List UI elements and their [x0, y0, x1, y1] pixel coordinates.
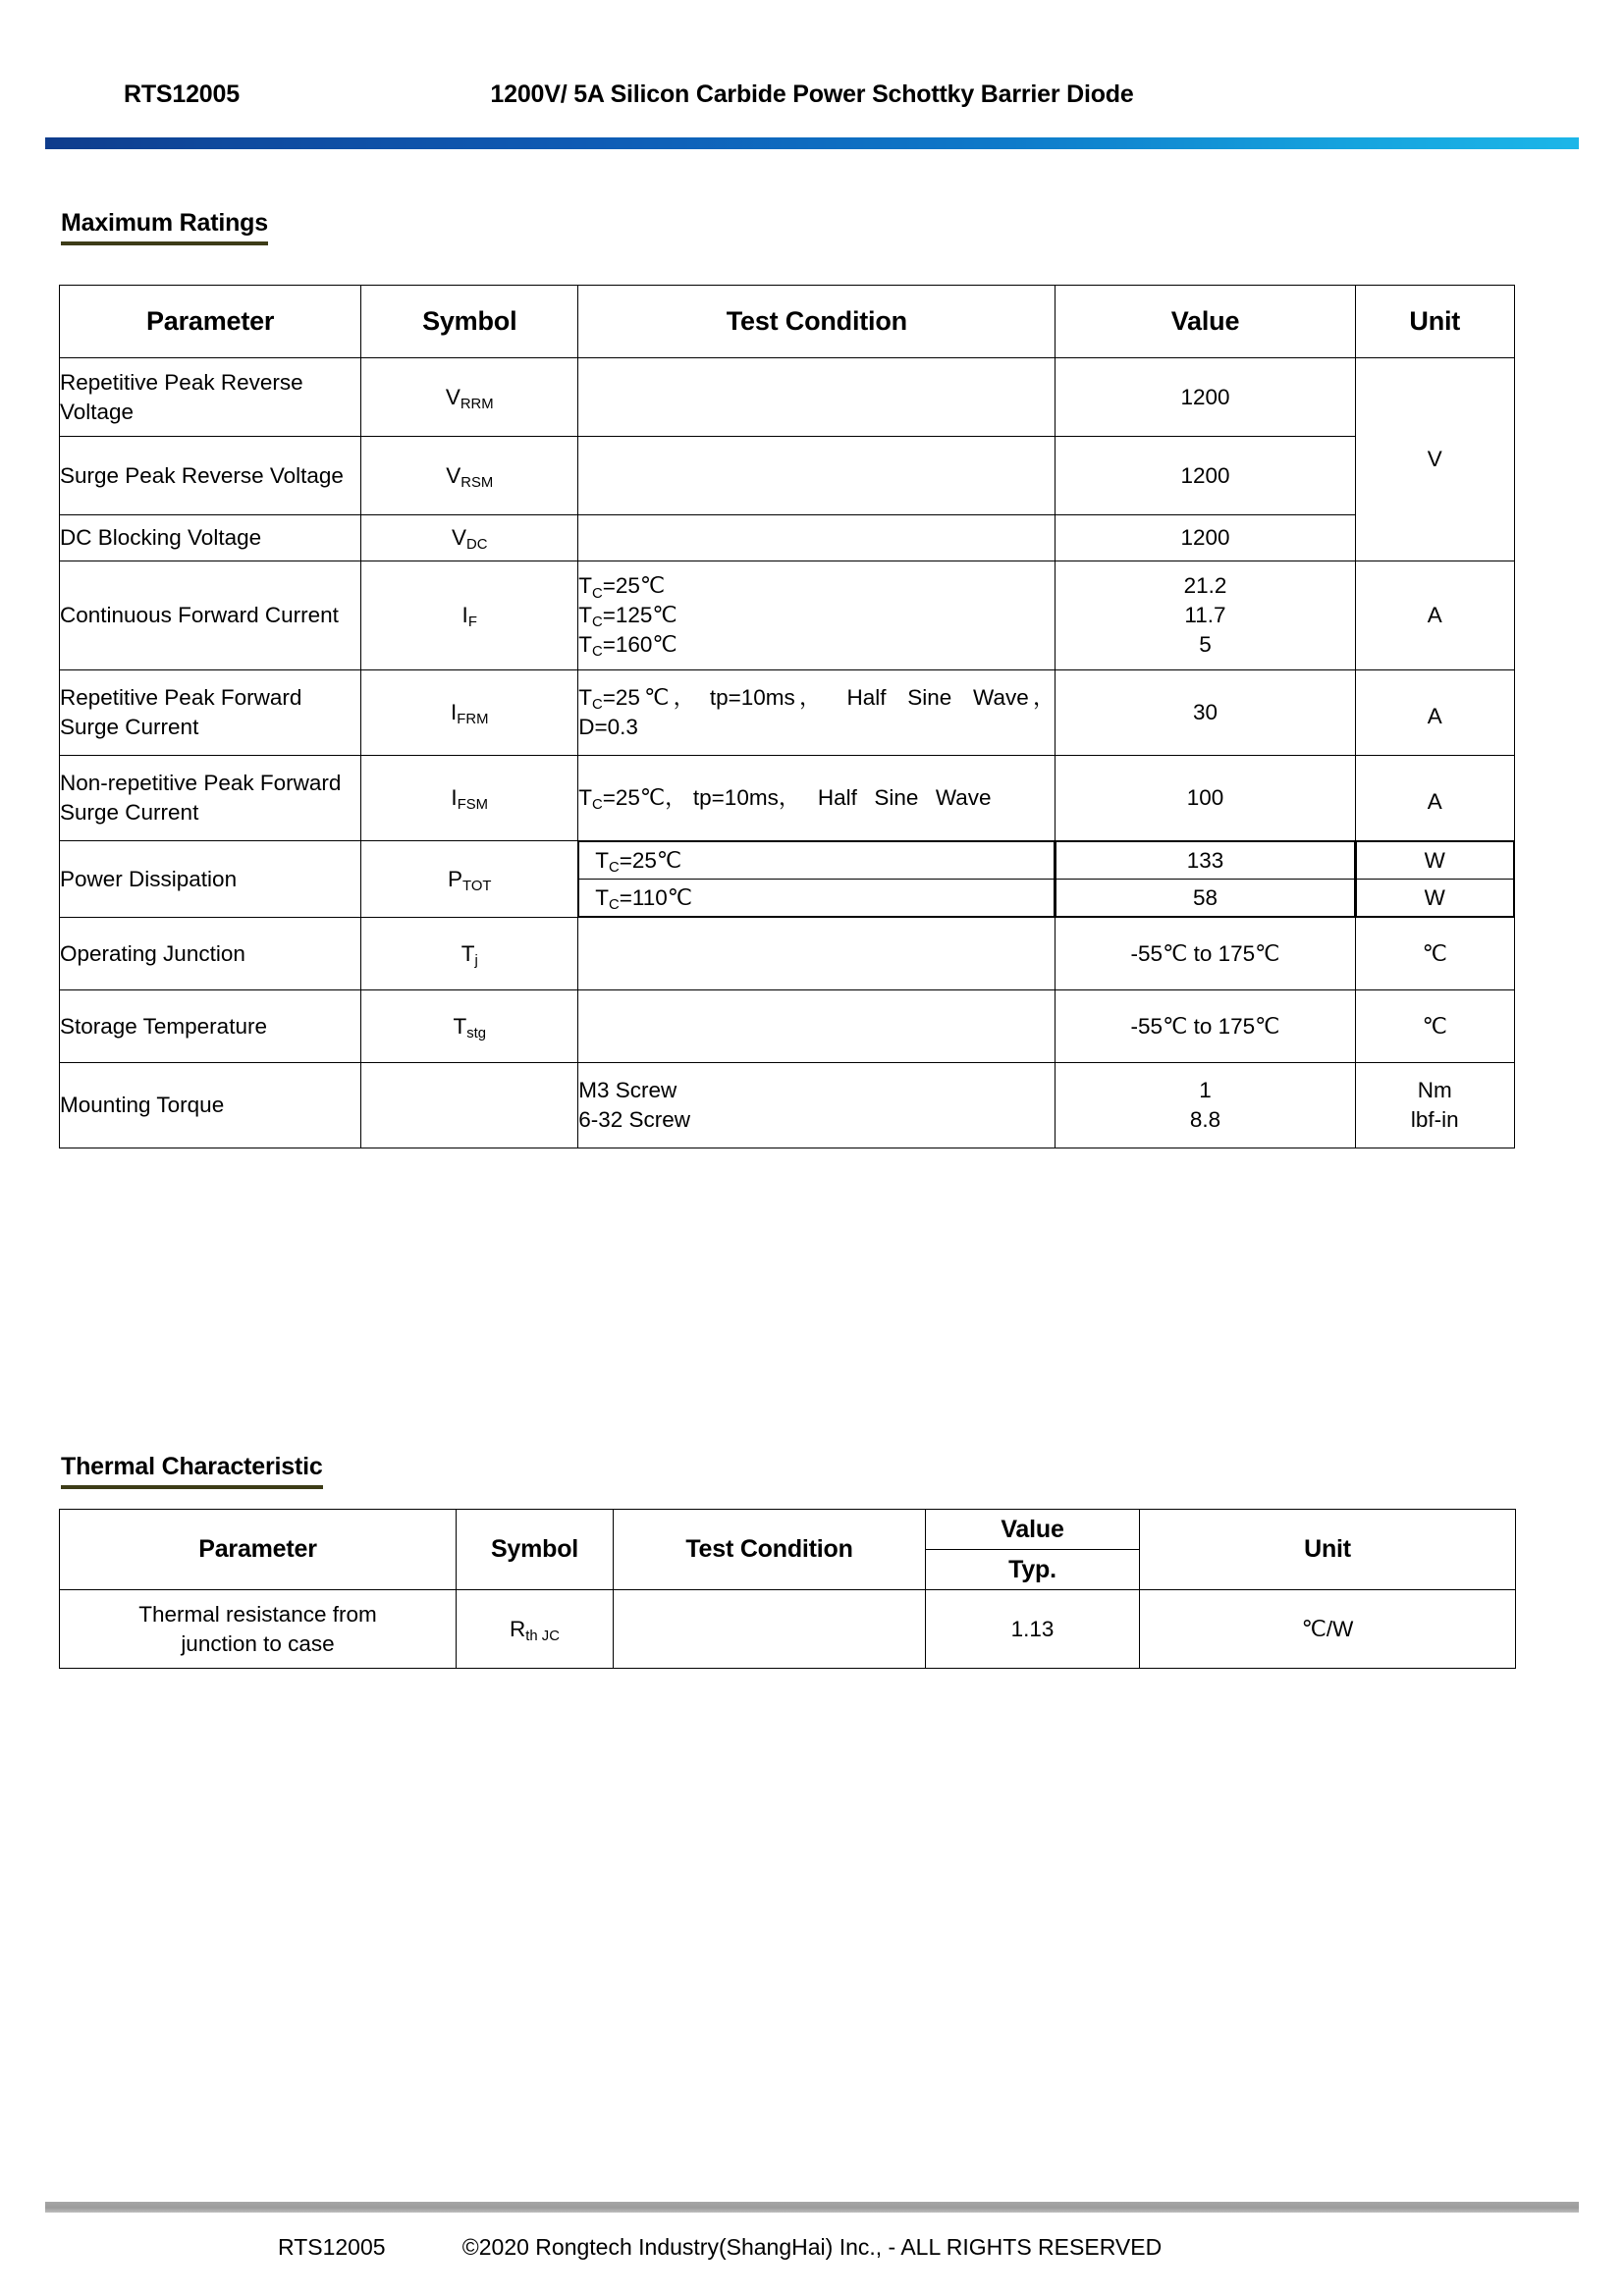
- cell-value: -55℃ to 175℃: [1056, 990, 1355, 1063]
- cell-value: 1200: [1056, 358, 1355, 437]
- cell-symbol: [361, 918, 578, 990]
- column-header-unit: Unit: [1140, 1510, 1516, 1590]
- value-line: 58: [1056, 880, 1354, 917]
- cell-unit: ℃: [1355, 918, 1515, 990]
- cell-test-condition: [578, 841, 1056, 918]
- cell-value: [1056, 841, 1355, 918]
- cell-value: 100: [1056, 756, 1355, 841]
- symbol-subscript: th JC: [525, 1628, 560, 1644]
- symbol-subscript: DC: [466, 537, 488, 554]
- cell-unit: ℃/W: [1140, 1590, 1516, 1669]
- table-row: [60, 918, 1515, 990]
- column-header-parameter: Parameter: [60, 286, 361, 358]
- column-header-parameter: Parameter: [60, 1510, 457, 1590]
- symbol-base: P: [448, 866, 463, 891]
- cell-parameter: Power Dissipation: [60, 841, 361, 918]
- footer-copyright: ©2020 Rongtech Industry(ShangHai) Inc., - ALL RIGHTS RESERVED: [461, 2234, 1163, 2260]
- cell-test-condition: $T_C=25℃$， tp=10ms， Half Sine Wave， D=0.3: [578, 670, 1056, 756]
- cell-test-condition: [578, 515, 1056, 561]
- cell-value: 1.13: [926, 1590, 1140, 1669]
- column-header-test-condition: Test Condition: [614, 1510, 926, 1590]
- section-heading-maximum-ratings: Maximum Ratings: [61, 209, 268, 245]
- maximum-ratings-table: [59, 285, 1515, 1148]
- cell-parameter: Operating Junction: [60, 918, 361, 990]
- cell-symbol: [361, 561, 578, 670]
- column-header-value: Value: [1056, 286, 1355, 358]
- thermal-characteristic-table: [59, 1509, 1516, 1669]
- cell-parameter: Storage Temperature: [60, 990, 361, 1063]
- cell-test-condition: [614, 1590, 926, 1669]
- cell-test-condition: $T_C=25℃$， tp=10ms， Half Sine Wave: [578, 756, 1056, 841]
- cell-test-condition: [578, 561, 1056, 670]
- symbol-subscript: RRM: [460, 396, 494, 412]
- cell-parameter: Repetitive Peak Reverse Voltage: [60, 358, 361, 437]
- symbol-base: R: [510, 1616, 526, 1641]
- section-heading-thermal-characteristic: Thermal Characteristic: [61, 1453, 323, 1489]
- symbol-subscript: F: [467, 614, 477, 631]
- table-row: [60, 358, 1515, 437]
- cell-symbol: [361, 358, 578, 437]
- symbol-subscript: stg: [466, 1025, 486, 1041]
- unit-line: W: [1356, 842, 1514, 880]
- condition-line: 6-32 Screw: [578, 1107, 691, 1132]
- table-row: [60, 515, 1515, 561]
- symbol-base: I: [451, 700, 458, 724]
- table-row: [60, 990, 1515, 1063]
- column-header-value: Value: [926, 1510, 1140, 1550]
- cell-symbol: [361, 756, 578, 841]
- symbol-subscript: FRM: [457, 712, 489, 728]
- column-header-unit: Unit: [1355, 286, 1515, 358]
- symbol-subscript: FSM: [457, 797, 489, 814]
- table-row: [60, 437, 1515, 515]
- unit-line: lbf-in: [1410, 1107, 1459, 1132]
- value-line: 11.7: [1184, 603, 1226, 628]
- cell-value: [1056, 1063, 1355, 1148]
- value-line: 1: [1199, 1078, 1212, 1103]
- cell-symbol: [361, 841, 578, 918]
- cell-parameter: [60, 1590, 457, 1669]
- header-part-number: RTS12005: [124, 80, 240, 108]
- cell-parameter: Repetitive Peak Forward Surge Current: [60, 670, 361, 756]
- symbol-base: I: [461, 603, 468, 627]
- table-row: [60, 756, 1515, 841]
- cell-test-condition: [578, 437, 1056, 515]
- condition-line: $T_C=160℃$: [578, 631, 677, 660]
- table-row: [60, 1063, 1515, 1148]
- cell-unit: A: [1355, 561, 1515, 670]
- header-divider-bar: [45, 137, 1579, 149]
- cell-symbol: [361, 670, 578, 756]
- condition-line: M3 Screw: [578, 1078, 677, 1103]
- cell-unit: ℃: [1355, 990, 1515, 1063]
- cell-parameter: Mounting Torque: [60, 1063, 361, 1148]
- cell-unit: [1355, 1063, 1515, 1148]
- cell-test-condition: [578, 990, 1056, 1063]
- symbol-base: I: [451, 785, 458, 810]
- header-title: 1200V/ 5A Silicon Carbide Power Schottky Barrier Diode: [490, 80, 1134, 108]
- cell-test-condition: [578, 1063, 1056, 1148]
- value-line: 8.8: [1189, 1107, 1221, 1132]
- cell-symbol: [361, 515, 578, 561]
- unit-line: W: [1356, 880, 1514, 917]
- cell-unit: A: [1355, 670, 1515, 756]
- cell-symbol: [361, 437, 578, 515]
- cell-test-condition: [578, 358, 1056, 437]
- symbol-base: V: [451, 525, 466, 550]
- table-header-row: [60, 286, 1515, 358]
- value-line: 5: [1199, 631, 1212, 657]
- cell-value: -55℃ to 175℃: [1056, 918, 1355, 990]
- table-row: [60, 670, 1515, 756]
- footer-divider-bar: [45, 2202, 1579, 2213]
- column-header-symbol: Symbol: [361, 286, 578, 358]
- symbol-subscript: j: [474, 952, 478, 969]
- condition-line: $T_C=125℃$: [578, 603, 677, 631]
- column-header-symbol: Symbol: [457, 1510, 614, 1590]
- unit-line: Nm: [1417, 1078, 1452, 1103]
- symbol-base: T: [453, 1013, 467, 1039]
- cell-test-condition: [578, 918, 1056, 990]
- symbol-base: T: [460, 940, 475, 966]
- symbol-base: V: [445, 384, 460, 409]
- cell-unit: A: [1355, 756, 1515, 841]
- cell-value: 30: [1056, 670, 1355, 756]
- symbol-subscript: RSM: [460, 474, 494, 491]
- page-footer: [0, 2234, 1624, 2273]
- value-line: 21.2: [1183, 573, 1227, 599]
- value-line: 133: [1056, 842, 1354, 880]
- table-row: [60, 1590, 1516, 1669]
- symbol-base: V: [446, 462, 461, 488]
- parameter-line: junction to case: [181, 1630, 335, 1656]
- column-header-test-condition: Test Condition: [578, 286, 1056, 358]
- column-subheader-typ: Typ.: [926, 1550, 1140, 1590]
- cell-unit: V: [1355, 358, 1515, 561]
- cell-unit: [1355, 841, 1515, 918]
- cell-value: [1056, 561, 1355, 670]
- footer-part-number: RTS12005: [278, 2234, 386, 2260]
- cell-parameter: Non-repetitive Peak Forward Surge Current: [60, 756, 361, 841]
- table-header-row: [60, 1510, 1516, 1550]
- cell-symbol: [457, 1590, 614, 1669]
- condition-line: $T_C=25℃$: [578, 573, 666, 602]
- cell-value: 1200: [1056, 515, 1355, 561]
- page-header: [0, 80, 1624, 124]
- table-row: [60, 841, 1515, 918]
- table-row: [60, 561, 1515, 670]
- cell-symbol: [361, 990, 578, 1063]
- cell-symbol: [361, 1063, 578, 1148]
- cell-parameter: Continuous Forward Current: [60, 561, 361, 670]
- parameter-line: Thermal resistance from: [138, 1601, 377, 1627]
- condition-line: $T_C=25℃$: [579, 842, 1055, 880]
- cell-parameter: Surge Peak Reverse Voltage: [60, 437, 361, 515]
- cell-parameter: DC Blocking Voltage: [60, 515, 361, 561]
- cell-value: 1200: [1056, 437, 1355, 515]
- condition-line: $T_C=110℃$: [579, 880, 1055, 917]
- symbol-subscript: TOT: [462, 878, 492, 894]
